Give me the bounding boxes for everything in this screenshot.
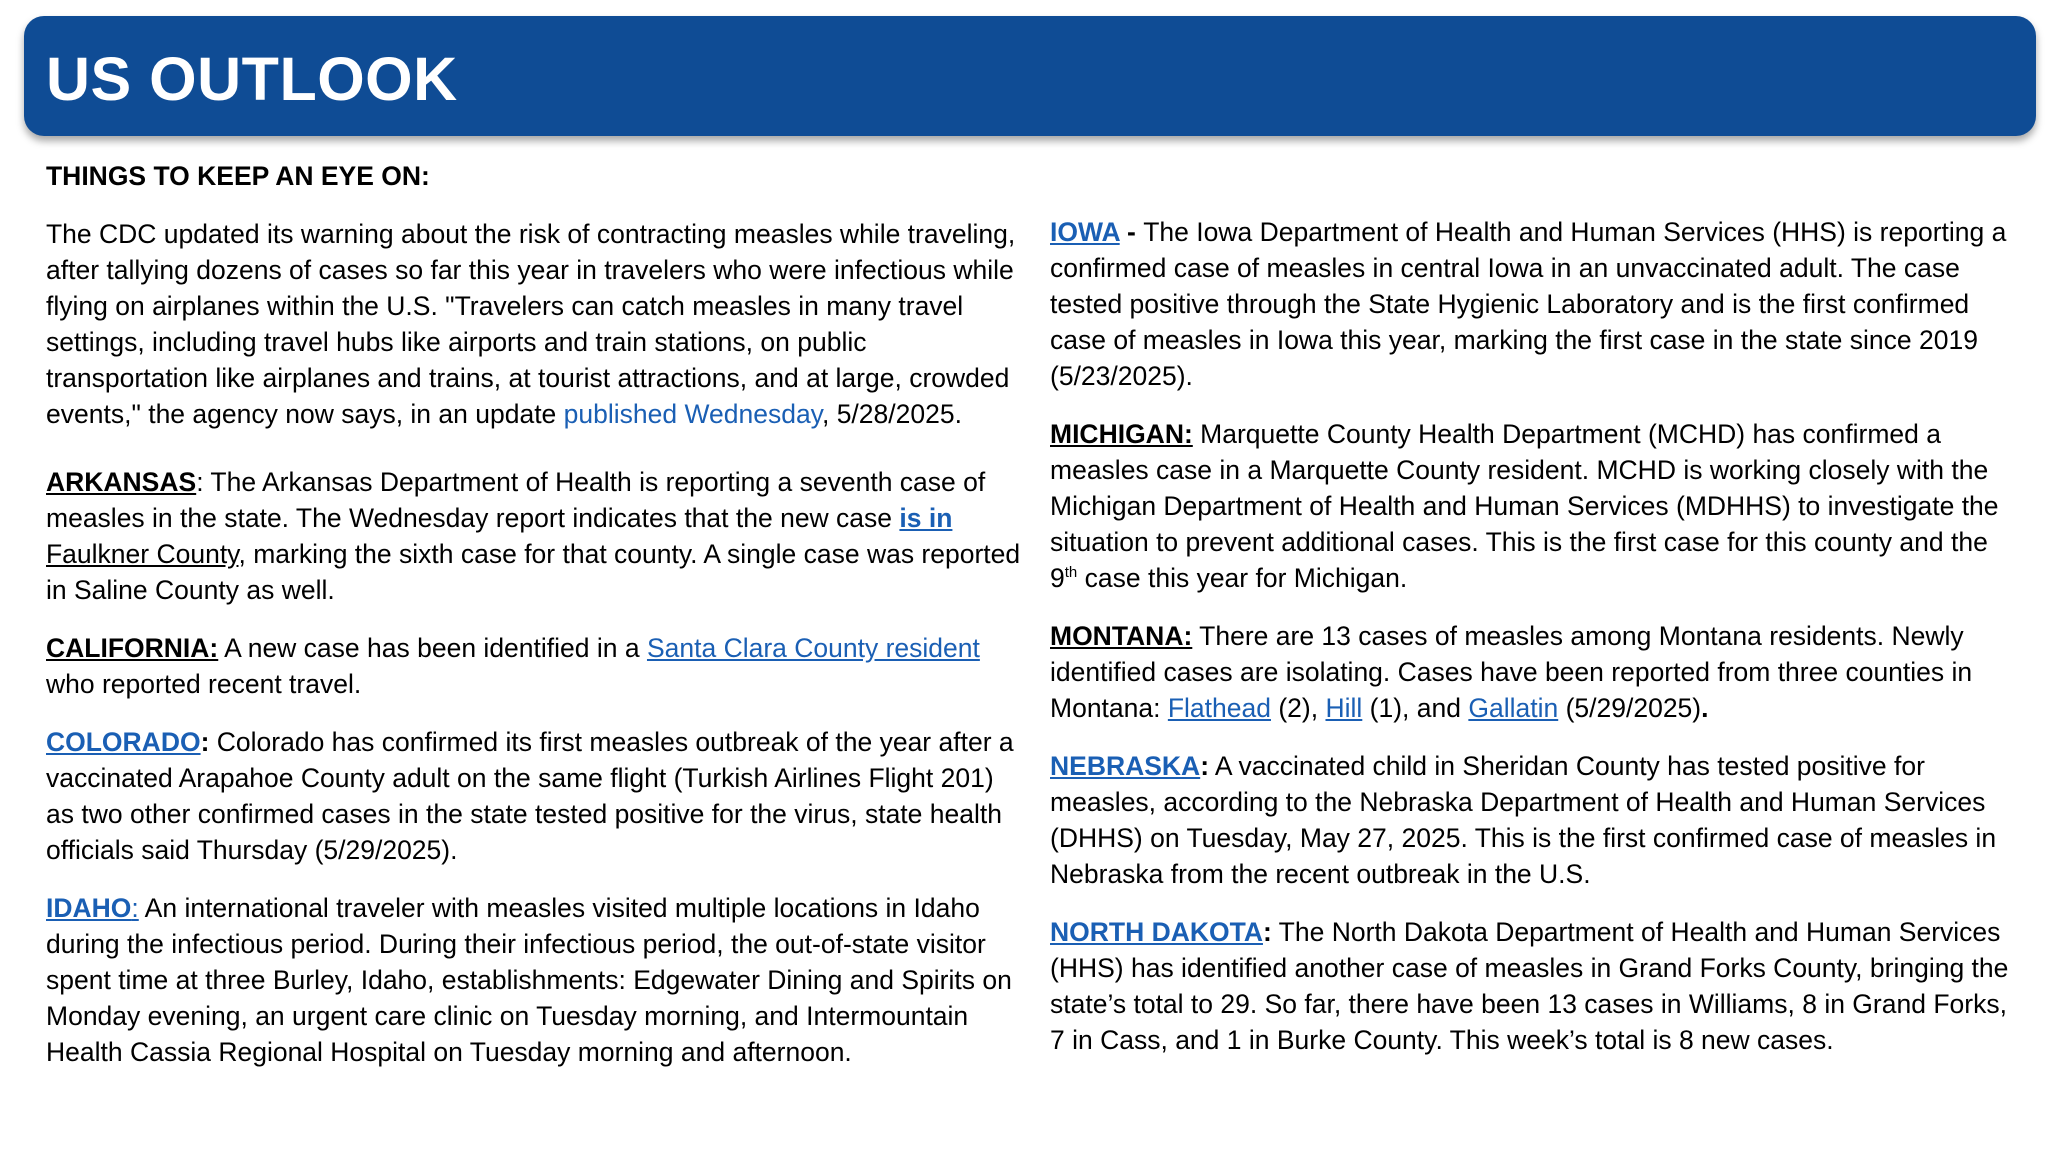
montana-text-1: There are 13 cases of measles among Montana residents. Newly identified cases are isolating. Cases have been reported from three counties in Montana: [1050,621,1973,723]
flathead-link[interactable]: Flathead [1167,693,1271,723]
arkansas-paragraph [46,464,1026,608]
north-dakota-paragraph [1050,914,2010,1058]
intro-text: The CDC updated its warning about the risk of contracting measles while traveling, after tallying dozens of cases so far this year in travelers who were infectious while flying on airplanes within the U.S. "Travelers can catch measles in many travel settings, including travel hubs like airports and train stations, on public transportation like airplanes and trains, at tourist attractions, and at large, crowded events," the agency now says, in an update [46,219,1016,429]
iowa-text: The Iowa Department of Health and Human Services (HHS) is reporting a confirmed case of measles in central Iowa in an unvaccinated adult. The case tested positive through the State Hygienic Laboratory and is the first confirmed case of measles in Iowa this year, marking the first case in the state since 2019 (5/23/2025). [1050,217,2007,391]
intro-paragraph [46,216,1026,432]
nebraska-text: A vaccinated child in Sheridan County has tested positive for measles, according to the Nebraska Department of Health and Human Services (DHHS) on Tuesday, May 27, 2025. This is the first confirmed case of measles in Nebraska from the recent outbreak in the U.S. [1050,751,1997,889]
iowa-separator: - [1119,217,1144,247]
california-heading: CALIFORNIA: [46,633,219,663]
iowa-paragraph [1050,214,2010,394]
michigan-text-2: case this year for Michigan. [1077,563,1408,593]
montana-heading: MONTANA: [1050,621,1193,651]
idaho-link[interactable]: IDAHO [46,893,132,923]
montana-text-3: (1), and [1362,693,1469,723]
california-text-2: who reported recent travel. [46,669,362,699]
michigan-superscript: th [1064,564,1078,582]
colorado-colon: : [200,727,210,757]
is-in-link[interactable]: is in [899,503,953,533]
north-dakota-colon: : [1262,917,1272,947]
idaho-colon: : [131,893,139,923]
faulkner-county-link[interactable]: Faulkner County [46,539,239,569]
california-paragraph [46,630,1026,702]
north-dakota-text: The North Dakota Department of Health and Human Services (HHS) has identified another case of measles in Grand Forks County, bringing the state’s total to 29. So far, there have been 13 cases in Williams, 8 in Grand Forks, 7 in Cass, and 1 in Burke County. This week’s total is 8 new cases. [1050,917,2009,1055]
arkansas-text-1: : The Arkansas Department of Health is reporting a seventh case of measles in the state. The Wednesday report indicates that the new case [46,467,986,533]
montana-paragraph [1050,618,2010,726]
montana-period: . [1701,693,1709,723]
michigan-paragraph [1050,416,2010,596]
santa-clara-link[interactable]: Santa Clara County resident [646,633,980,663]
arkansas-heading: ARKANSAS [46,467,197,497]
nebraska-colon: : [1200,751,1210,781]
hill-link[interactable]: Hill [1325,693,1363,723]
gallatin-link[interactable]: Gallatin [1468,693,1559,723]
section-heading: THINGS TO KEEP AN EYE ON: [46,161,430,191]
colorado-link[interactable]: COLORADO [46,727,201,757]
nebraska-paragraph [1050,748,2010,892]
idaho-text: An international traveler with measles visited multiple locations in Idaho during the infectious period. During their infectious period, the out-of-state visitor spent time at three Burley, Idaho, establishments: Edgewater Dining and Spirits on Monday evening, an urgent care clinic on Tuesday morning, and Intermountain Health Cassia Regional Hospital on Tuesday morning and afternoon. [46,893,1012,1067]
intro-tail: , 5/28/2025. [821,399,962,429]
header-banner [24,16,2036,136]
michigan-text-1: Marquette County Health Department (MCHD) has confirmed a measles case in a Marquette County resident. MCHD is working closely with the Michigan Department of Health and Human Services (MDHHS) to investigate the situation to prevent additional cases. This is the first case for this county and the 9 [1050,419,1999,593]
colorado-paragraph [46,724,1026,868]
idaho-paragraph [46,890,1026,1070]
arkansas-text-2: , marking the sixth case for that county. A single case was reported in Saline County as well. [46,539,1021,605]
published-wednesday-link[interactable]: published Wednesday [563,399,822,429]
iowa-link[interactable]: IOWA [1050,217,1120,247]
montana-text-2: (2), [1271,693,1326,723]
page-title: US OUTLOOK [46,45,458,113]
north-dakota-link[interactable]: NORTH DAKOTA [1050,917,1263,947]
montana-text-4: (5/29/2025) [1558,693,1702,723]
california-text-1: A new case has been identified in a [218,633,647,663]
right-column [1050,214,2010,1080]
nebraska-link[interactable]: NEBRASKA [1050,751,1201,781]
left-column [46,158,1026,1092]
michigan-heading: MICHIGAN: [1050,419,1193,449]
colorado-text: Colorado has confirmed its first measles outbreak of the year after a vaccinated Arapahoe County adult on the same flight (Turkish Airlines Flight 201) as two other confirmed cases in the state tested positive for the virus, state health officials said Thursday (5/29/2025). [46,727,1014,865]
